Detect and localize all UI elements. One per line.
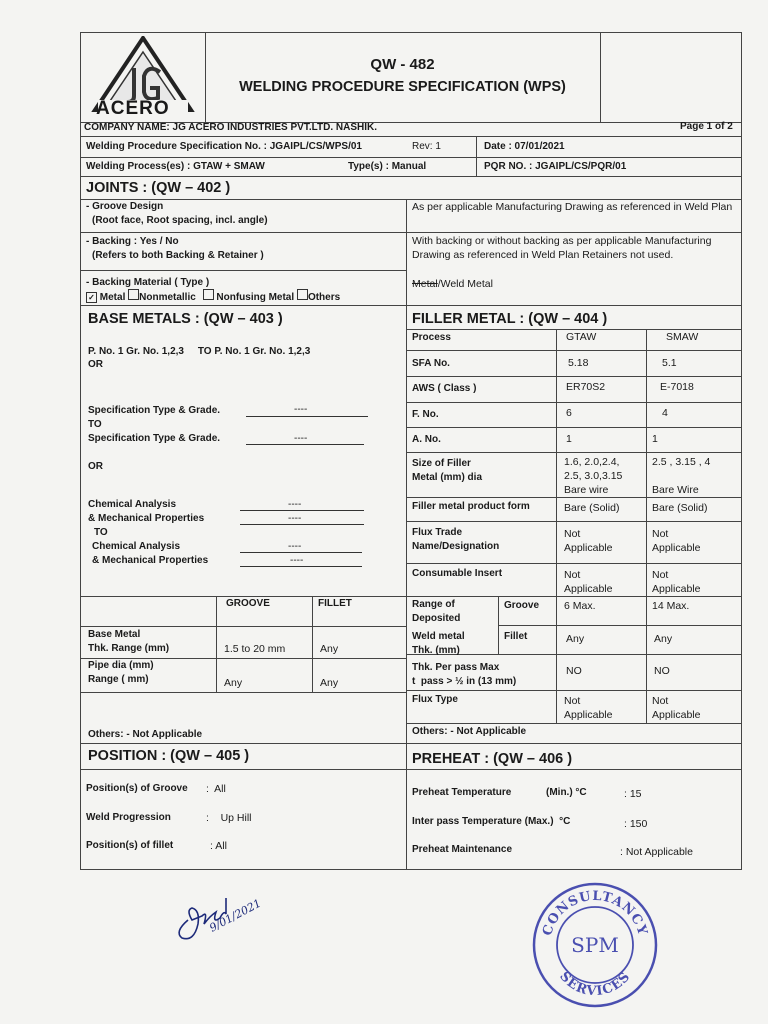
thk-per-pass-label: Thk. Per pass Max t pass > ½ in (13 mm)	[412, 662, 517, 687]
doc-title: WELDING PROCEDURE SPECIFICATION (WPS)	[239, 79, 566, 95]
flux-type-gtaw: Not Applicable	[564, 695, 613, 721]
mech-props-2-value: ----	[290, 555, 304, 566]
base-metals-title: BASE METALS : (QW – 403 )	[88, 311, 283, 327]
position-groove-label: Position(s) of Groove	[86, 783, 188, 794]
interpass-temp-label: Inter pass Temperature (Max.) °C	[412, 816, 571, 827]
interpass-temp-value: : 150	[624, 818, 648, 830]
col-groove: GROOVE	[226, 598, 270, 609]
filler-size-smaw: 2.5 , 3.15 , 4 Bare Wire	[652, 456, 711, 496]
filler-process-label: Process	[412, 332, 451, 343]
pipe-dia-groove: Any	[224, 677, 243, 689]
preheat-temp-value: : 15	[624, 788, 642, 800]
flux-trade-smaw: Not Applicable	[652, 528, 701, 554]
or-2: OR	[88, 461, 103, 472]
thk-range-label: Base Metal Thk. Range (mm)	[88, 629, 170, 654]
option-nonmetallic: Nonmetallic	[139, 292, 196, 303]
flux-type-smaw: Not Applicable	[652, 695, 701, 721]
weld-fillet-label: Fillet	[504, 631, 528, 642]
backing-label: - Backing : Yes / No	[86, 236, 179, 247]
sfa-label: SFA No.	[412, 358, 450, 369]
consumable-insert-gtaw: Not Applicable	[564, 569, 613, 595]
joints-section-title: JOINTS : (QW – 402 )	[86, 180, 231, 196]
backing-material-actual: /Weld Metal	[437, 278, 493, 290]
product-form-label: Filler metal product form	[412, 501, 530, 512]
groove-design-sub: (Root face, Root spacing, incl. angle)	[92, 215, 268, 226]
weld-metal-label: Weld metal Thk. (mm)	[412, 631, 465, 656]
filler-size-gtaw: 1.6, 2.0,2.4, 2.5, 3.0,3.15 Bare wire	[564, 456, 623, 496]
aws-gtaw: ER70S2	[566, 381, 606, 393]
wps-number: Welding Procedure Specification No. : JGAIPL/CS/WPS/01	[86, 141, 362, 152]
page-number: Page 1 of 2	[680, 121, 733, 132]
preheat-maint-label: Preheat Maintenance	[412, 844, 513, 855]
backing-value: With backing or without backing as per applicable Manufacturing Drawing as referenced in Weld Plan Retainers not used.	[412, 235, 712, 261]
position-groove-value: : All	[206, 783, 226, 795]
welding-process: Welding Process(es) : GTAW + SMAW	[86, 161, 265, 172]
chem-analysis-1: Chemical Analysis	[88, 499, 177, 510]
product-form-gtaw: Bare (Solid)	[564, 502, 620, 514]
position-title: POSITION : (QW – 405 )	[88, 748, 250, 764]
base-others: Others: - Not Applicable	[88, 729, 203, 740]
ano-label: A. No.	[412, 434, 441, 445]
to-1: TO	[88, 419, 102, 430]
option-metal: Metal	[99, 292, 126, 303]
groove-design-label: - Groove Design	[86, 201, 164, 212]
company-name: COMPANY NAME: JG ACERO INDUSTRIES PVT.LTD. NASHIK.	[84, 122, 377, 133]
filler-process-gtaw: GTAW	[566, 331, 597, 343]
svg-text:9/01/2021: 9/01/2021	[207, 896, 264, 935]
pqr-number: PQR NO. : JGAIPL/CS/PQR/01	[484, 161, 627, 172]
thk-range-groove: 1.5 to 20 mm	[224, 643, 286, 655]
col-fillet: FILLET	[318, 598, 352, 609]
range-groove-gtaw: 6 Max.	[564, 600, 596, 612]
checkbox-others[interactable]	[297, 289, 308, 300]
company-logo	[88, 36, 198, 120]
pipe-dia-label: Pipe dia (mm) Range ( mm)	[88, 660, 154, 685]
preheat-title: PREHEAT : (QW – 406 )	[412, 751, 573, 767]
ano-smaw: 1	[652, 433, 658, 445]
pipe-dia-fillet: Any	[320, 677, 339, 689]
mech-props-2: & Mechanical Properties	[92, 555, 209, 566]
position-fillet-value: : All	[210, 840, 227, 852]
flux-trade-gtaw: Not Applicable	[564, 528, 613, 554]
filler-others: Others: - Not Applicable	[412, 726, 527, 737]
ano-gtaw: 1	[566, 433, 572, 445]
consumable-insert-label: Consumable Insert	[412, 568, 503, 579]
chem-analysis-1-value: ----	[288, 499, 302, 510]
checkbox-metal-checked[interactable]: ✓	[86, 292, 97, 303]
range-deposited-label: Range of Deposited	[412, 599, 461, 624]
spec-type-1-value: ----	[294, 404, 308, 415]
backing-material-struck: Metal	[412, 278, 438, 290]
aws-label: AWS ( Class )	[412, 383, 477, 394]
product-form-smaw: Bare (Solid)	[652, 502, 708, 514]
preheat-temp-label: Preheat Temperature	[412, 787, 512, 798]
svg-text:CONSULTANCY: CONSULTANCY	[540, 888, 650, 938]
signature	[168, 880, 288, 950]
thk-per-pass-smaw: NO	[654, 665, 670, 677]
thk-per-pass-gtaw: NO	[566, 665, 582, 677]
thk-range-fillet: Any	[320, 643, 339, 655]
spec-type-1: Specification Type & Grade.	[88, 405, 221, 416]
fno-smaw: 4	[662, 407, 668, 419]
weld-fillet-gtaw: Any	[566, 633, 585, 645]
backing-material-value	[412, 277, 493, 291]
groove-design-value: As per applicable Manufacturing Drawing as referenced in Weld Plan	[412, 201, 733, 213]
svg-text:SERVICES: SERVICES	[556, 969, 634, 1000]
revision: Rev: 1	[412, 141, 441, 152]
checkbox-nonmetallic[interactable]	[128, 289, 139, 300]
weld-fillet-smaw: Any	[654, 633, 673, 645]
checkbox-nonfusing[interactable]	[203, 289, 214, 300]
mech-props-1-value: ----	[288, 513, 302, 524]
backing-material-options	[86, 289, 340, 303]
welding-type: Type(s) : Manual	[348, 161, 427, 172]
consultancy-stamp	[530, 880, 660, 1010]
sfa-smaw: 5.1	[662, 357, 677, 369]
backing-sub: (Refers to both Backing & Retainer )	[92, 250, 264, 261]
filler-process-smaw: SMAW	[666, 331, 699, 343]
mech-props-1: & Mechanical Properties	[88, 513, 205, 524]
backing-material-label: - Backing Material ( Type )	[86, 277, 210, 288]
weld-progression-value: : Up Hill	[206, 812, 252, 824]
option-nonfusing: Nonfusing Metal	[216, 292, 295, 303]
filler-size-label: Size of Filler Metal (mm) dia	[412, 458, 483, 483]
chem-analysis-2-value: ----	[288, 541, 302, 552]
fno-gtaw: 6	[566, 407, 572, 419]
pno-line: P. No. 1 Gr. No. 1,2,3 TO P. No. 1 Gr. No. 1,2,3	[88, 346, 311, 357]
chem-analysis-2: Chemical Analysis	[92, 541, 181, 552]
spec-type-2-value: ----	[294, 433, 308, 444]
range-groove-label: Groove	[504, 600, 540, 611]
filler-metal-title: FILLER METAL : (QW – 404 )	[412, 311, 608, 327]
range-groove-smaw: 14 Max.	[652, 600, 690, 612]
fno-label: F. No.	[412, 409, 439, 420]
document-date: Date : 07/01/2021	[484, 141, 565, 152]
flux-trade-label: Flux Trade Name/Designation	[412, 527, 500, 552]
spec-type-2: Specification Type & Grade.	[88, 433, 221, 444]
logo-text: ACERO	[96, 98, 170, 119]
option-others: Others	[307, 292, 341, 303]
aws-smaw: E-7018	[660, 381, 694, 393]
doc-code: QW - 482	[370, 56, 435, 73]
weld-progression-label: Weld Progression	[86, 812, 171, 823]
position-fillet-label: Position(s) of fillet	[86, 840, 174, 851]
sfa-gtaw: 5.18	[568, 357, 589, 369]
or-1: OR	[88, 359, 103, 370]
flux-type-label: Flux Type	[412, 694, 458, 705]
preheat-temp-unit: (Min.) °C	[546, 787, 587, 798]
to-2: TO	[94, 527, 108, 538]
consumable-insert-smaw: Not Applicable	[652, 569, 701, 595]
svg-text:SPM: SPM	[571, 933, 619, 957]
preheat-maint-value: : Not Applicable	[620, 846, 693, 858]
